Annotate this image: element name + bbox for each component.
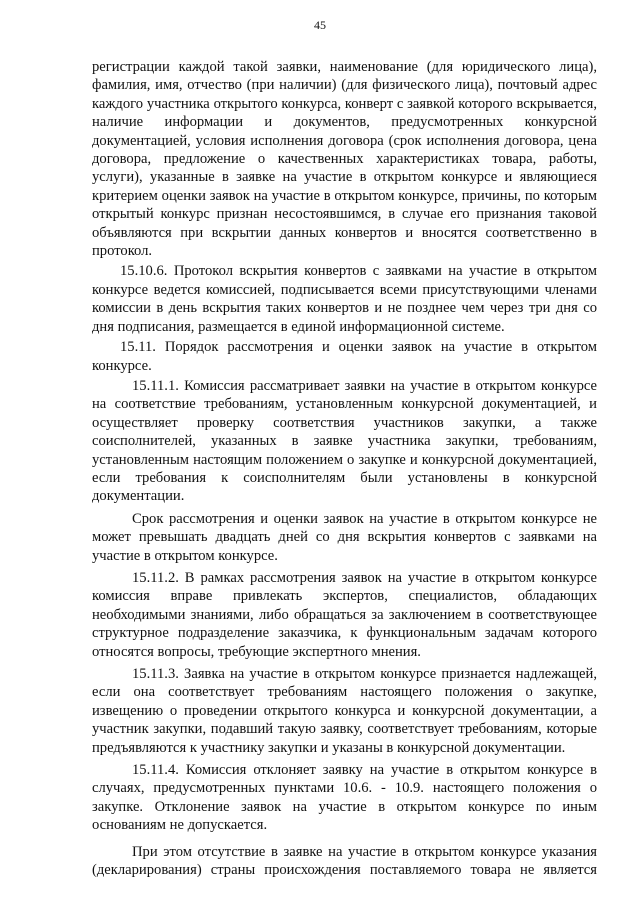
- paragraph-continuation: регистрации каждой такой заявки, наименование (для юридического лица), фамилия, имя, отчество (при наличии) (для физического лица), почтовый адрес каждого участника открытого конкурса, конверт с заявкой которого вскрывается, наличие информации и документов, предусмотренных конкурсной документацией, условия исполнения договора (срок исполнения договора, цена договора, предложение о качественных характеристиках товара, работы, услуги), указанные в заявке на участие в открытом конкурсе и являющиеся критерием оценки заявок на участие в открытом конкурсе, причины, по которым открытый конкурс признан несостоявшимся, в случае его признания таковой объявляются при вскрытии данных конвертов и вносятся соответственно в протокол.: [92, 59, 597, 260]
- paragraph-15-11-2: 15.11.2. В рамках рассмотрения заявок на участие в открытом конкурсе комиссия вправе привлекать экспертов, специалистов, обладающих необходимыми знаниями, либо обращаться за заключением в соответствующее структурное подразделение заказчика, к функциональным задачам которого относятся вопросы, требующие экспертного мнения.: [92, 569, 597, 660]
- paragraph-review-term: Срок рассмотрения и оценки заявок на участие в открытом конкурсе не может превышать двадцать дней со дня вскрытия конвертов с заявками на участие в открытом конкурсе.: [92, 510, 597, 564]
- paragraph-15-10-6: 15.10.6. Протокол вскрытия конвертов с заявками на участие в открытом конкурсе ведется комиссией, подписывается всеми присутствующими членами комиссии в день вскрытия таких конвертов и не позднее чем через три дня со дня подписания, размещается в единой информационной системе.: [92, 263, 597, 335]
- paragraph-country-of-origin: При этом отсутствие в заявке на участие в открытом конкурсе указания (декларирования) страны происхождения поставляемого товара не является: [92, 843, 597, 879]
- paragraph-15-11-3: 15.11.3. Заявка на участие в открытом конкурсе признается надлежащей, если она соответствует требованиям настоящего положения о закупке, извещению о проведении открытого конкурса и конкурсной документации, а участник закупки, подавший такую заявку, соответствует требованиям, которые предъявляются к участнику закупки и указаны в конкурсной документации.: [92, 666, 597, 756]
- paragraph-15-11-1: 15.11.1. Комиссия рассматривает заявки на участие в открытом конкурсе на соответствие требованиям, установленным конкурсной документацией, и осуществляет проверку соответствия участников закупки, а также соисполнителей, указанных в заявке участника закупки, требованиям, установленным настоящим положением о закупке и конкурсной документацией, если требования к соисполнителям были установлены в конкурсной документации.: [92, 377, 597, 505]
- page-number: 45: [314, 18, 326, 32]
- paragraph-15-11-heading: 15.11. Порядок рассмотрения и оценки заявок на участие в открытом конкурсе.: [92, 339, 597, 374]
- paragraph-15-11-4: 15.11.4. Комиссия отклоняет заявку на участие в открытом конкурсе в случаях, предусмотренных пунктами 10.6. - 10.9. настоящего положения о закупке. Отклонение заявок на участие в открытом конкурсе по иным основаниям не допускается.: [92, 762, 597, 834]
- document-body: [92, 58, 597, 879]
